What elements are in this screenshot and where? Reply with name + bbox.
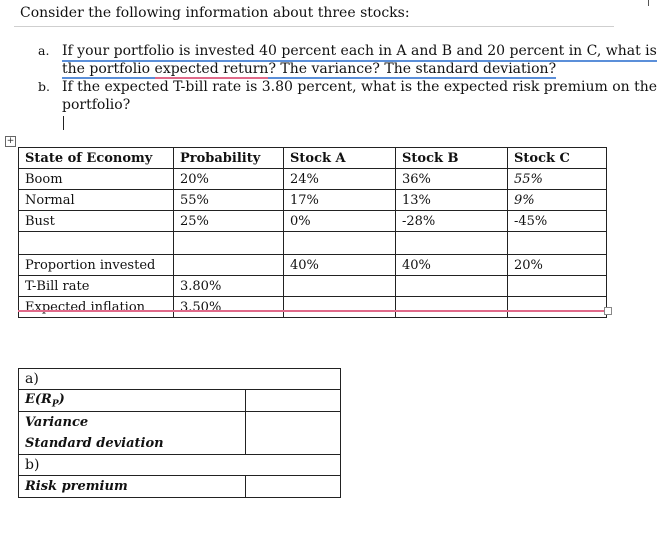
question-a-line2 bbox=[62, 60, 556, 78]
table-row bbox=[19, 211, 607, 232]
table-move-handle-icon[interactable]: + bbox=[6, 136, 15, 146]
cell-stock-c: -45% bbox=[508, 211, 607, 232]
text-cursor bbox=[63, 116, 64, 130]
inflation-row bbox=[19, 297, 607, 318]
question-b-line2: portfolio? bbox=[62, 97, 131, 113]
answer-row-variance bbox=[19, 412, 341, 434]
table-resize-handle[interactable] bbox=[604, 307, 612, 315]
cell-probability: 25% bbox=[174, 211, 284, 232]
risk-premium-label: Risk premium bbox=[19, 476, 246, 498]
variance-value[interactable] bbox=[246, 412, 341, 434]
answer-row-b-label bbox=[19, 455, 341, 476]
variance-label: Variance bbox=[19, 412, 246, 434]
answer-table bbox=[18, 368, 341, 498]
blank-cell bbox=[284, 232, 396, 255]
table-header-row bbox=[19, 148, 607, 169]
cell-label: Proportion invested bbox=[19, 255, 174, 276]
cell-probability: 55% bbox=[174, 190, 284, 211]
erp-prefix: E(R bbox=[25, 391, 52, 407]
header-stock-c: Stock C bbox=[508, 148, 607, 169]
question-a-line2-part2: expected return bbox=[154, 61, 269, 77]
std-dev-value[interactable] bbox=[246, 433, 341, 455]
question-a-marker: a. bbox=[38, 43, 50, 58]
blank-cell bbox=[508, 276, 607, 297]
cell-probability: 20% bbox=[174, 169, 284, 190]
part-a-label: a) bbox=[19, 369, 341, 390]
question-a-line2-part1: the portfolio bbox=[62, 61, 155, 77]
blank-cell bbox=[396, 232, 508, 255]
expected-return-value[interactable] bbox=[246, 390, 341, 412]
cell-stock-b: 40% bbox=[396, 255, 508, 276]
blank-cell bbox=[19, 232, 174, 255]
cell-value: 3.80% bbox=[174, 276, 284, 297]
answer-row-std bbox=[19, 433, 341, 455]
cell-stock-b: 13% bbox=[396, 190, 508, 211]
answer-row-a-label bbox=[19, 369, 341, 390]
header-state: State of Economy bbox=[19, 148, 174, 169]
part-b-label: b) bbox=[19, 455, 341, 476]
header-stock-a: Stock A bbox=[284, 148, 396, 169]
cell-stock-c: 55% bbox=[508, 169, 607, 190]
blank-cell bbox=[396, 276, 508, 297]
blank-cell bbox=[508, 232, 607, 255]
cell-probability bbox=[174, 255, 284, 276]
blank-cell bbox=[284, 297, 396, 318]
blank-row bbox=[19, 232, 607, 255]
question-a-line1: If your portfolio is invested 40 percent each in A and B and 20 percent in C, what is bbox=[62, 42, 657, 62]
cell-stock-a: 17% bbox=[284, 190, 396, 211]
cell-stock-c: 20% bbox=[508, 255, 607, 276]
cell-state: Bust bbox=[19, 211, 174, 232]
cell-label: Expected inflation bbox=[19, 297, 174, 318]
cell-stock-b: 36% bbox=[396, 169, 508, 190]
spellcheck-underline bbox=[18, 310, 612, 312]
blank-cell bbox=[174, 232, 284, 255]
risk-premium-value[interactable] bbox=[246, 476, 341, 498]
intro-text: Consider the following information about three stocks: bbox=[20, 5, 410, 21]
cell-stock-b: -28% bbox=[396, 211, 508, 232]
cell-stock-a: 0% bbox=[284, 211, 396, 232]
header-stock-b: Stock B bbox=[396, 148, 508, 169]
cell-stock-a: 40% bbox=[284, 255, 396, 276]
header-probability: Probability bbox=[174, 148, 284, 169]
table-row bbox=[19, 190, 607, 211]
erp-suffix: ) bbox=[58, 391, 65, 407]
question-b-line1: If the expected T-bill rate is 3.80 percent, what is the expected risk premium on the bbox=[62, 79, 658, 95]
cell-stock-c: 9% bbox=[508, 190, 607, 211]
tbill-row bbox=[19, 276, 607, 297]
answer-row-erp bbox=[19, 390, 341, 412]
blank-cell bbox=[284, 276, 396, 297]
question-b-marker: b. bbox=[38, 79, 50, 94]
stocks-table bbox=[18, 147, 607, 318]
cell-value: 3.50% bbox=[174, 297, 284, 318]
blank-cell bbox=[508, 297, 607, 318]
erp-subscript: P bbox=[51, 399, 59, 410]
cell-state: Normal bbox=[19, 190, 174, 211]
expected-return-label bbox=[19, 390, 246, 412]
cell-label: T-Bill rate bbox=[19, 276, 174, 297]
table-row bbox=[19, 169, 607, 190]
cell-stock-a: 24% bbox=[284, 169, 396, 190]
question-a-line2-part3: ? The variance? The standard deviation? bbox=[268, 61, 557, 77]
proportion-row bbox=[19, 255, 607, 276]
answer-row-risk-premium bbox=[19, 476, 341, 498]
page-edge-mark bbox=[648, 0, 649, 6]
header-rule bbox=[14, 26, 614, 27]
std-dev-label: Standard deviation bbox=[19, 433, 246, 455]
blank-cell bbox=[396, 297, 508, 318]
cell-state: Boom bbox=[19, 169, 174, 190]
